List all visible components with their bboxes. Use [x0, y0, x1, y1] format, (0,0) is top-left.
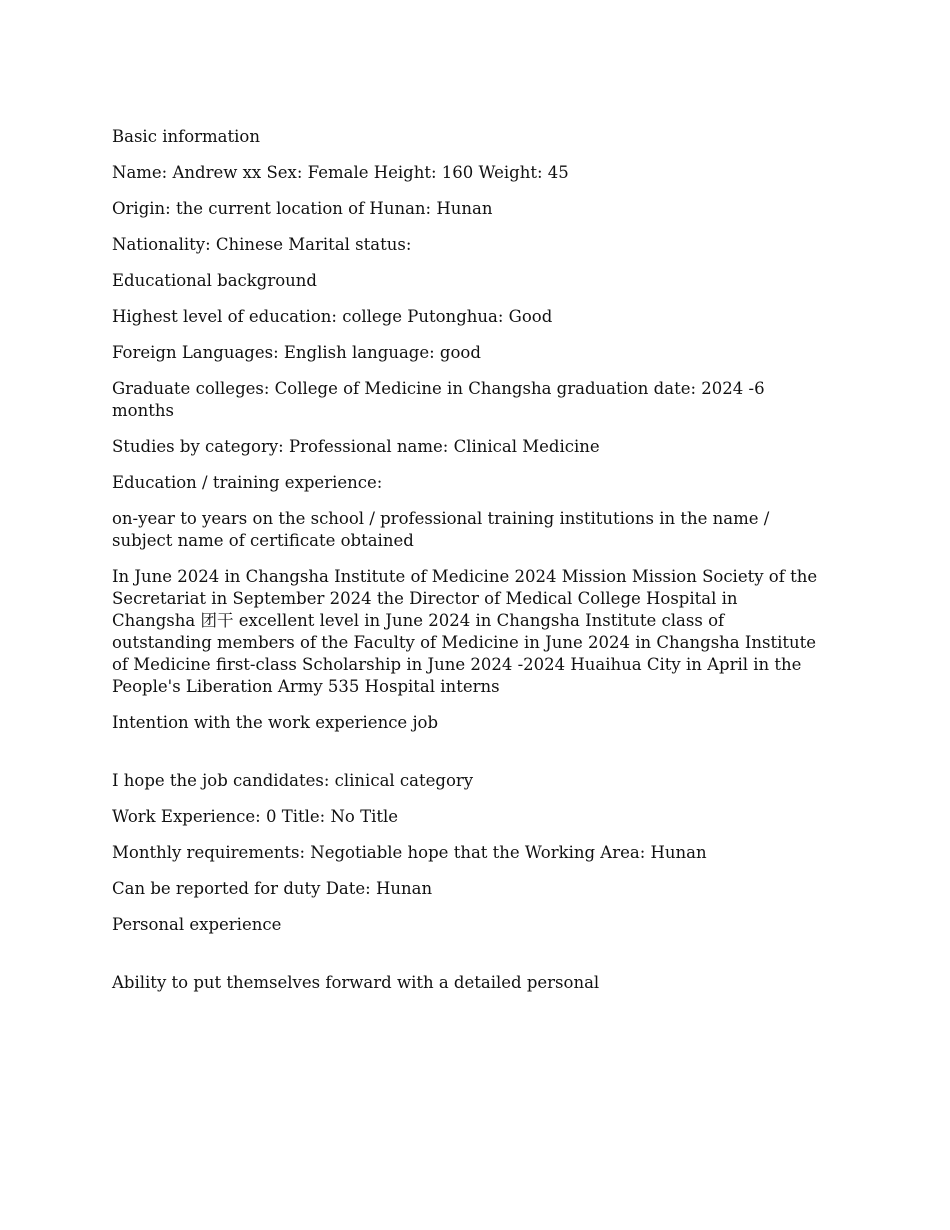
name-sex-height-weight-line: Name: Andrew xx Sex: Female Height: 160 Weight: 45: [112, 163, 569, 182]
training-experience-heading: Education / training experience:: [112, 473, 383, 492]
training-experience-paragraph: In June 2024 in Changsha Institute of Medicine 2024 Mission Mission Society of the Secretariat in September 2024 the Director of Medical College Hospital in Changsha 团干 excellent level in June 2024 in Changsha Institute class of outstanding members of the Faculty of Medicine in June 2024 in Changsha Institute of Medicine first-class Scholarship in June 2024 -2024 Huaihua City in April in the People's Liberation Army 535 Hospital interns: [112, 567, 818, 696]
work-experience-title-line: Work Experience: 0 Title: No Title: [112, 807, 399, 826]
origin-line: Origin: the current location of Hunan: Hunan: [112, 199, 493, 218]
section-heading-job-intention: Intention with the work experience job: [112, 713, 439, 732]
section-heading-educational-background: Educational background: [112, 271, 317, 290]
training-columns-description: on-year to years on the school / professional training institutions in the name / subject name of certificate obtained: [112, 509, 770, 550]
section-heading-basic-information: Basic information: [112, 127, 260, 146]
education-level-line: Highest level of education: college Putonghua: Good: [112, 307, 553, 326]
foreign-languages-line: Foreign Languages: English language: good: [112, 343, 481, 362]
duty-date-line: Can be reported for duty Date: Hunan: [112, 879, 433, 898]
nationality-marital-line: Nationality: Chinese Marital status:: [112, 235, 412, 254]
monthly-requirements-line: Monthly requirements: Negotiable hope that the Working Area: Hunan: [112, 843, 707, 862]
section-heading-personal-experience: Personal experience: [112, 915, 282, 934]
personal-ability-line: Ability to put themselves forward with a detailed personal: [112, 973, 600, 992]
studies-category-line: Studies by category: Professional name: Clinical Medicine: [112, 437, 600, 456]
document-body: [112, 126, 824, 1008]
graduate-college-line: Graduate colleges: College of Medicine in Changsha graduation date: 2024 -6 months: [112, 379, 765, 420]
job-candidates-line: I hope the job candidates: clinical category: [112, 771, 474, 790]
